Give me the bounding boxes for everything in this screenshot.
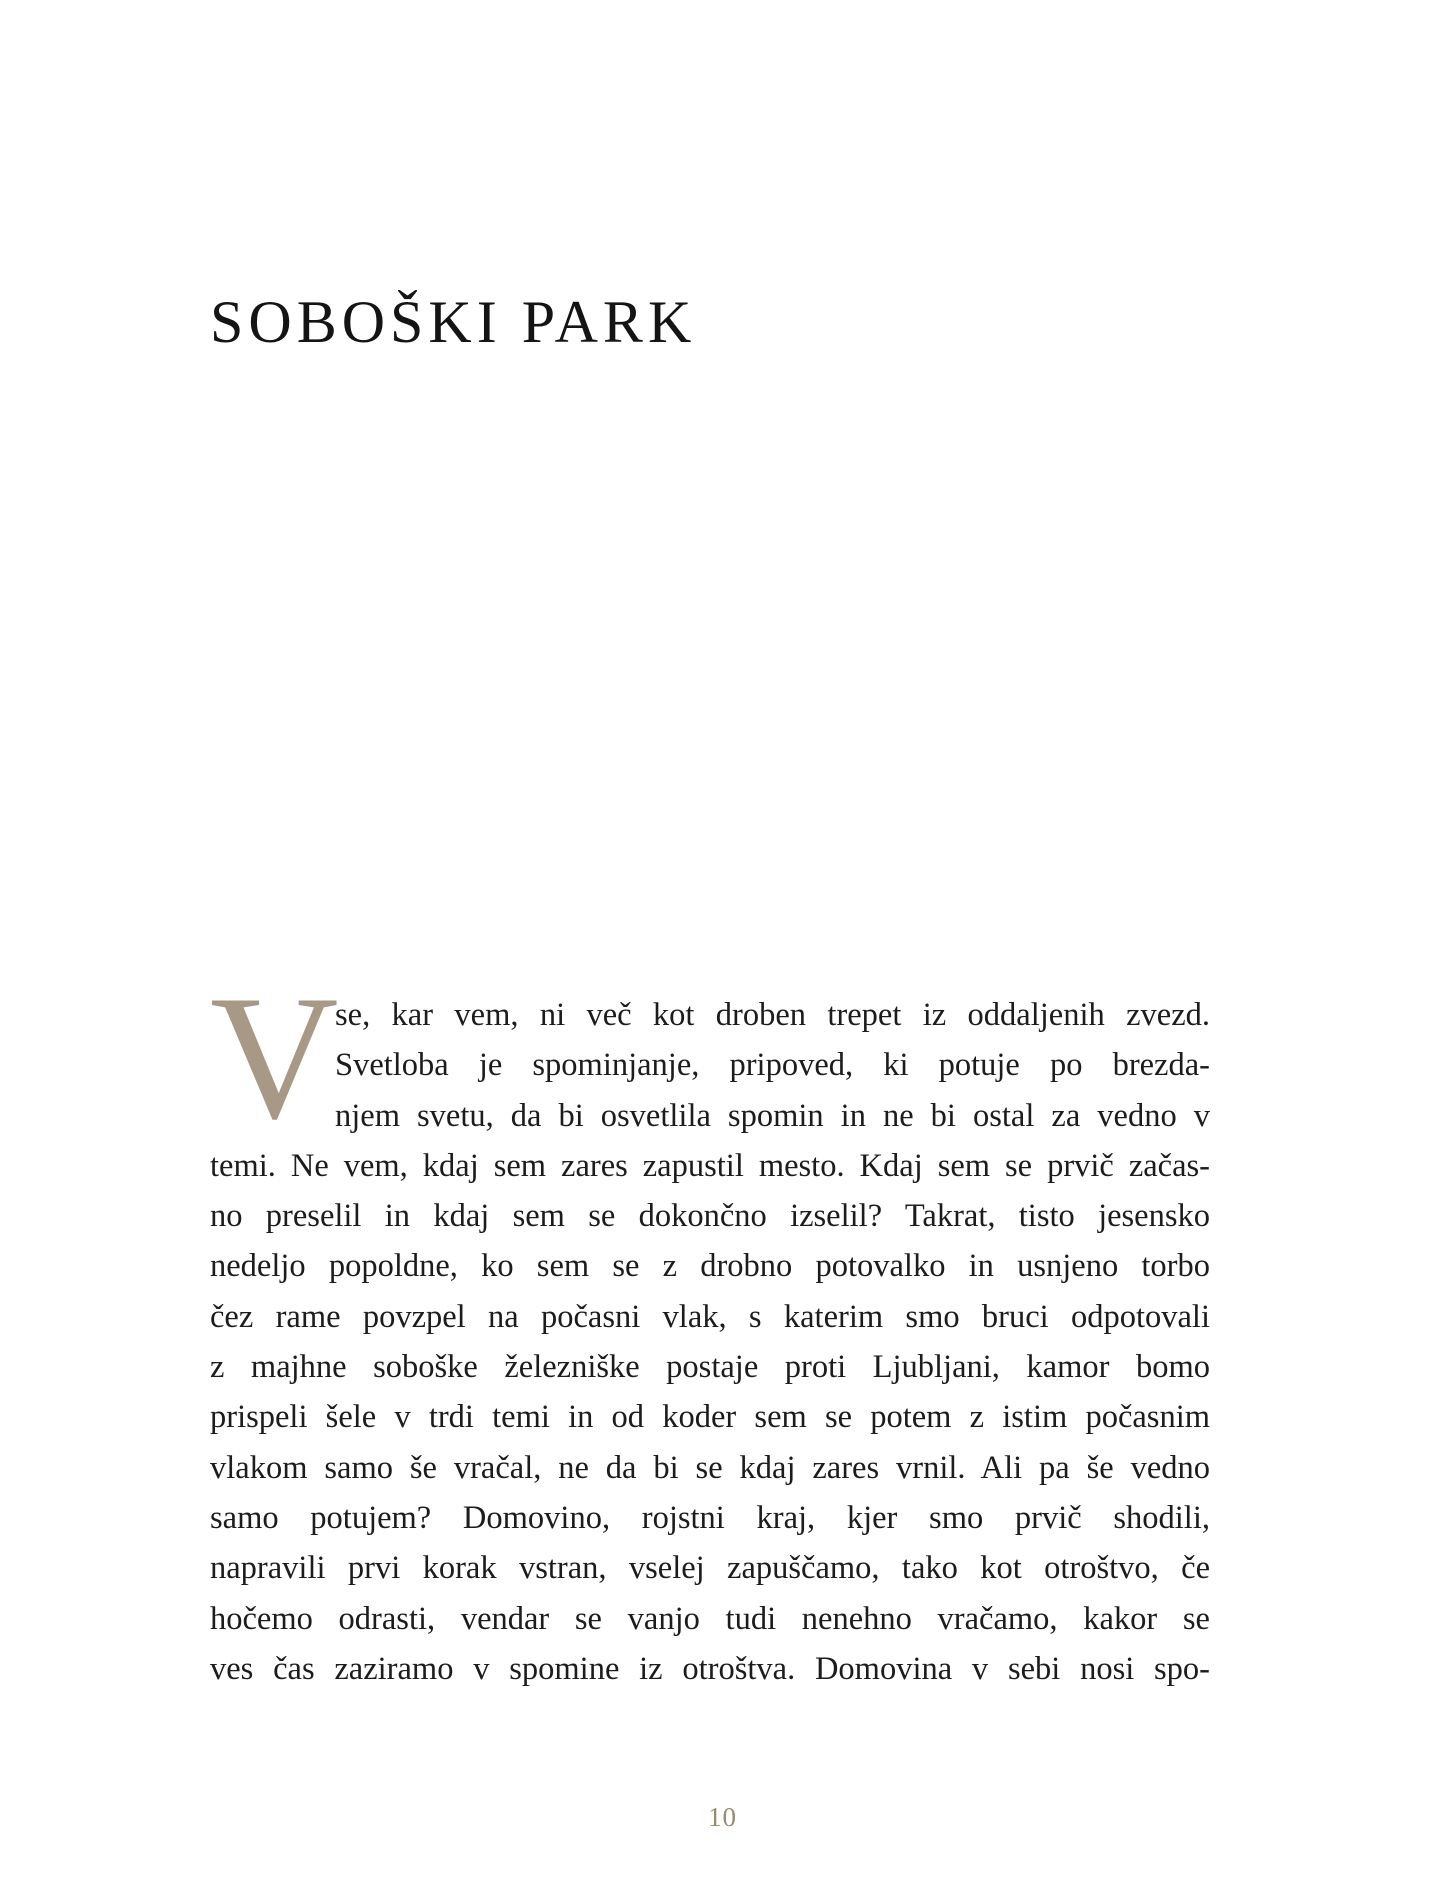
paragraph-line: se, kar vem, ni več kot droben trepet iz oddaljenih zvezd. — [335, 997, 1210, 1033]
paragraph-line: nedeljo popoldne, ko sem se z drobno potovalko in usnjeno torbo — [210, 1248, 1210, 1285]
paragraph-line: Svetloba je spominjanje, pripoved, ki potuje po brezda- — [335, 1047, 1210, 1084]
paragraph-line: z majhne soboške železniške postaje proti Ljubljani, kamor bomo — [210, 1349, 1210, 1386]
paragraph-line: ves čas zaziramo v spomine iz otroštva. Domovina v sebi nosi spo- — [210, 1650, 1210, 1687]
drop-cap: V — [210, 958, 339, 1156]
paragraph-line: samo potujem? Domovino, rojstni kraj, kjer smo prvič shodili, — [210, 1499, 1210, 1536]
chapter-title: SOBOŠKI PARK — [210, 289, 697, 355]
paragraph-line: napravili prvi korak vstran, vselej zapuščamo, tako kot otroštvo, če — [210, 1550, 1210, 1587]
paragraph-line: čez rame povzpel na počasni vlak, s katerim smo bruci odpotovali — [210, 1298, 1210, 1335]
paragraph-line: njem svetu, da bi osvetlila spomin in ne bi ostal za vedno v — [335, 1097, 1210, 1134]
paragraph-line: hočemo odrasti, vendar se vanjo tudi nenehno vračamo, kakor se — [210, 1600, 1210, 1637]
paragraph-line: vlakom samo še vračal, ne da bi se kdaj zares vrnil. Ali pa še vedno — [210, 1449, 1210, 1486]
page-number: 10 — [708, 1802, 737, 1832]
body-paragraph — [210, 990, 1210, 1694]
paragraph-line: no preselil in kdaj sem se dokončno izselil? Takrat, tisto jesensko — [210, 1198, 1210, 1235]
paragraph-line: prispeli šele v trdi temi in od koder sem se potem z istim počasnim — [210, 1399, 1210, 1436]
paragraph-line: temi. Ne vem, kdaj sem zares zapustil mesto. Kdaj sem se prvič začas- — [210, 1147, 1210, 1184]
